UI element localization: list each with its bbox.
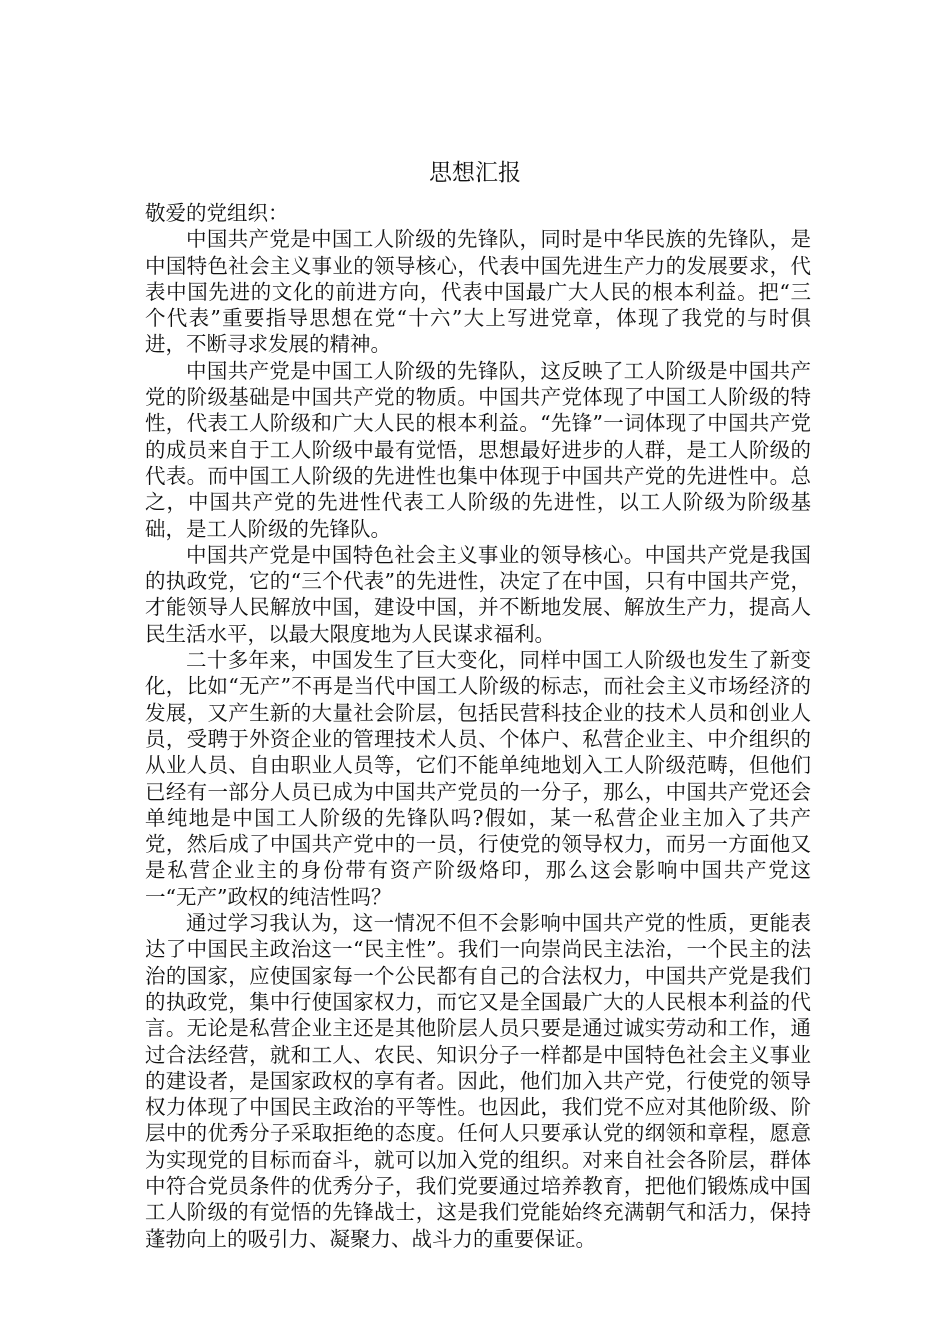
paragraph: 通过学习我认为，这一情况不但不会影响中国共产党的性质，更能表达了中国民主政治这一“民主性”。我们一向崇尚民主法治，一个民主的法治的国家，应使国家每一个公民都有自己的合法权力，中国共产党是我们的执政党，集中行使国家权力，而它又是全国最广大的人民根本利益的代言。无论是私营企业主还是其他阶层人员只要是通过诚实劳动和工作，通过合法经营，就和工人、农民、知识分子一样都是中国特色社会主义事业的建设者，是国家政权的享有者。因此，他们加入共产党，行使党的领导权力体现了中国民主政治的平等性。也因此，我们党不应对其他阶级、阶层中的优秀分子采取拒绝的态度。任何人只要承认党的纲领和章程，愿意为实现党的目标而奋斗，就可以加入党的组织。对来自社会各阶层，群体中符合党员条件的优秀分子，我们党要通过培养教育，把他们锻炼成中国工人阶级的有觉悟的先锋战士，这是我们党能始终充满朝气和活力，保持蓬勃向上的吸引力、凝聚力、战斗力的重要保证。 bbox=[145, 911, 811, 1251]
salutation: 敬爱的党组织： bbox=[145, 201, 289, 225]
paragraph: 二十多年来，中国发生了巨大变化，同样中国工人阶级也发生了新变化，比如“无产”不再是当代中国工人阶级的标志，而社会主义市场经济的发展，又产生新的大量社会阶层，包括民营科技企业的技术人员和创业人员，受聘于外资企业的管理技术人员、个体户、私营企业主、中介组织的从业人员、自由职业人员等，它们不能单纯地划入工人阶级范畴，但他们已经有一部分人员已成为中国共产党员的一分子，那么，中国共产党还会单纯地是中国工人阶级的先锋队吗?假如，某一私营企业主加入了共产党，然后成了中国共产党中的一员，行使党的领导权力，而另一方面他又是私营企业主的身份带有资产阶级烙印，那么这会影响中国共产党这一“无产”政权的纯洁性吗？ bbox=[145, 648, 811, 909]
paragraph: 中国共产党是中国工人阶级的先锋队，同时是中华民族的先锋队，是中国特色社会主义事业的领导核心，代表中国先进生产力的发展要求，代表中国先进的文化的前进方向，代表中国最广大人民的根本利益。把“三个代表”重要指导思想在党“十六”大上写进党章，体现了我党的与时俱进，不断寻求发展的精神。 bbox=[145, 227, 811, 357]
document-body bbox=[145, 200, 811, 1252]
paragraph: 中国共产党是中国特色社会主义事业的领导核心。中国共产党是我国的执政党，它的“三个代表”的先进性，决定了在中国，只有中国共产党，才能领导人民解放中国，建设中国，并不断地发展、解放生产力，提高人民生活水平，以最大限度地为人民谋求福利。 bbox=[145, 542, 811, 646]
document-title: 思想汇报 bbox=[429, 160, 521, 186]
paragraph: 中国共产党是中国工人阶级的先锋队，这反映了工人阶级是中国共产党的阶级基础是中国共产党的物质。中国共产党体现了中国工人阶级的特性，代表工人阶级和广大人民的根本利益。“先锋”一词体现了中国共产党的成员来自于工人阶级中最有觉悟，思想最好进步的人群，是工人阶级的代表。而中国工人阶级的先进性也集中体现于中国共产党的先进性中。总之，中国共产党的先进性代表工人阶级的先进性，以工人阶级为阶级基础，是工人阶级的先锋队。 bbox=[145, 358, 811, 541]
